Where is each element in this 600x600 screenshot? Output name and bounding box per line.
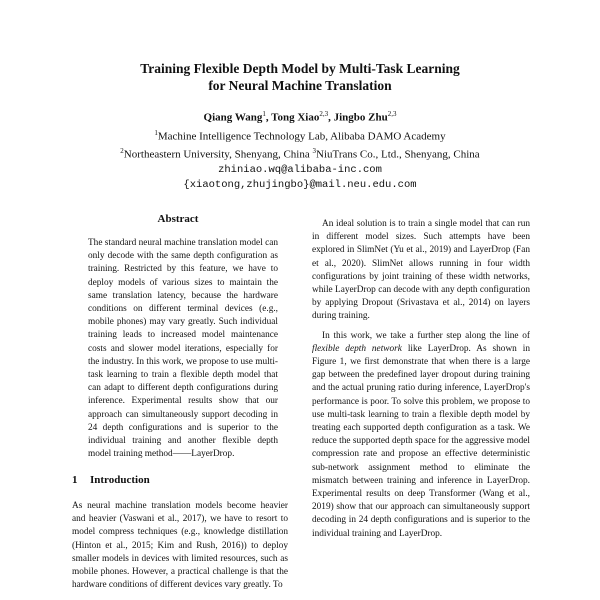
section-title: Introduction xyxy=(90,474,150,486)
abstract-text: The standard neural machine translation model can only decode with the same depth configuration as training. Restricted by this feature, we have to deploy models of various sizes to maintain the same translation latency, because the hardware conditions on different terminal devices (e.g., mobile phones) may vary greatly. Such individual training leads to increased model maintenance costs and slower model iterations, especially for the industry. In this work, we propose to use multi-task learning to train a flexible depth model that can adapt to different depth configurations during inference. Experimental results show that our approach can simultaneously support decoding in 24 depth configurations and is superior to the individual training and another flexible depth model training method——LayerDrop. xyxy=(88,238,278,460)
author-2: Tong Xiao xyxy=(271,111,320,124)
email-1: zhiniao.wq@alibaba-inc.com xyxy=(218,163,382,176)
intro-heading xyxy=(72,474,150,486)
abstract-body xyxy=(88,237,278,461)
intro-body xyxy=(72,500,288,592)
author-3: Jingbo Zhu xyxy=(333,111,388,124)
intro-text: As neural machine translation models become heavier and heavier (Vaswani et al., 2017), we have to resort to model compress techniques (e.g., knowledge distillation (Hinton et al., 2015; Kim and Rush, 2016)) to deploy smaller models in devices with limited resources, such as mobile phones. However, a practical challenge is that the hardware conditions of different devices vary greatly. To xyxy=(72,501,288,591)
title-line-1: Training Flexible Depth Model by Multi-Task Learning xyxy=(140,61,460,76)
flexible-depth-network-term: flexible depth network xyxy=(312,343,402,354)
title-line-2: for Neural Machine Translation xyxy=(208,78,392,93)
right-column xyxy=(312,218,530,547)
email-2: {xiaotong,zhujingbo}@mail.neu.edu.com xyxy=(183,178,417,191)
author-1: Qiang Wang xyxy=(203,111,263,124)
right-paragraph-2: In this work, we take a further step along the line of flexible depth network like LayerDrop. As shown in Figure 1, we first demonstrate that when there is a large gap between the predefined layer dropout during training and the actual pruning ratio during inference, LayerDrop's performance is poor. To solve this problem, we propose to use multi-task learning to train a flexible depth model by treating each supported depth configuration as a task. We reduce the supported depth space for the aggressive model compression rate and propose an effective deterministic sub-network assignment method to eliminate the mismatch between training and inference in LayerDrop. Experimental results on deep Transformer (Wang et al., 2019) show that our approach can simultaneously support decoding in 24 depth configurations and is superior to the individual training and LayerDrop. xyxy=(312,330,530,539)
section-number: 1 xyxy=(72,474,78,486)
affiliation-2: $^2$Northeastern University, Shenyang, China $^3$NiuTrans Co., Ltd., Shenyang, China xyxy=(120,147,480,161)
author-1-sup: 1 xyxy=(262,110,266,118)
right-paragraph-1: An ideal solution is to train a single model that can run in different model sizes. Such attempts have been explored in SlimNet (Yu et al., 2019) and LayerDrop (Fan et al., 2020). SlimNet allows running in four width configurations by joint training of these width networks, while LayerDrop can decode with any depth configuration by applying Dropout (Srivastava et al., 2014) on layers during training. xyxy=(312,219,530,322)
author-names: Qiang Wang$^1$, Tong Xiao$^{2,3}$, Jingbo Zhu$^{2,3}$ xyxy=(203,110,397,124)
author-2-sup: 2,3 xyxy=(319,110,329,118)
paper-title xyxy=(60,60,540,94)
author-block xyxy=(40,107,560,193)
abstract-heading: Abstract xyxy=(157,213,199,225)
author-3-sup: 2,3 xyxy=(387,110,397,118)
affiliation-1: $^1$Machine Intelligence Technology Lab, Alibaba DAMO Academy xyxy=(154,128,446,143)
